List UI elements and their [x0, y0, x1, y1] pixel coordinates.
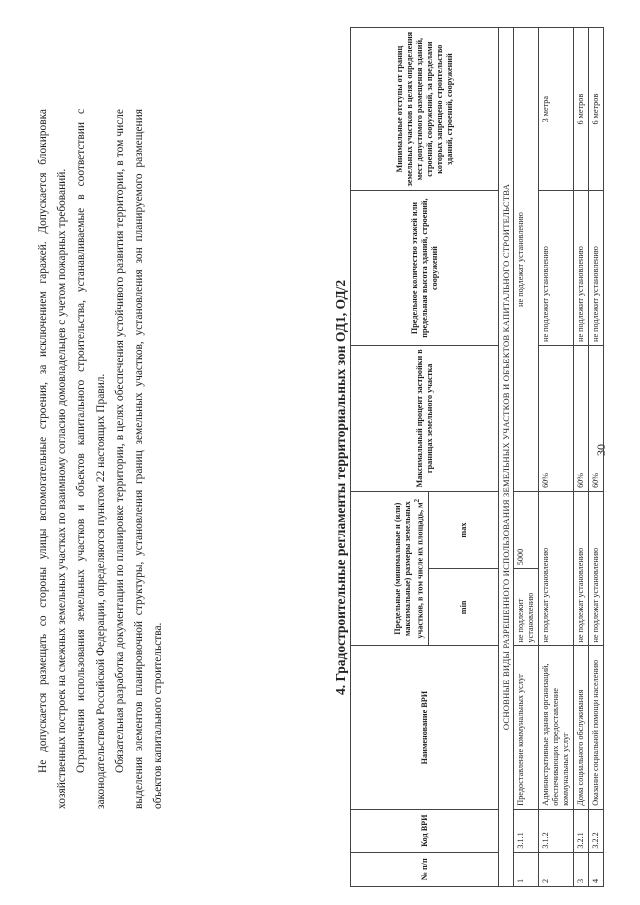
cell-code: 3.1.2 — [539, 809, 574, 852]
cell-percent: 60% — [589, 345, 604, 491]
cell-code: 3.1.1 — [514, 809, 539, 852]
cell-name: Административные здания организаций, обеспечивающих предоставление коммунальных услуг — [539, 646, 574, 809]
header-num: № п/п — [351, 852, 499, 886]
cell-area: не подлежат установлению — [539, 491, 574, 646]
cell-percent: 60% — [574, 345, 589, 491]
regulations-table — [350, 27, 604, 887]
cell-num: 3 — [574, 852, 589, 886]
page-number: 30 — [594, 444, 608, 456]
section-title: ОСНОВНЫЕ ВИДЫ РАЗРЕШЕННОГО ИСПОЛЬЗОВАНИЯ ЗЕМЕЛЬНЫХ УЧАСТКОВ И ОБЪЕКТОВ КАПИТАЛЬНОГО СТРОИТЕЛЬСТВА — [499, 28, 514, 887]
header-min: min — [429, 569, 499, 646]
paragraph: Не допускается размещать со стороны улицы вспомогательные строения, за исключением гаражей. Допускается блокировка хозяйственных построек на смежных земельных участках по взаимному согласию домовладельцев с учетом пожарных требований. — [37, 109, 69, 809]
header-area-text: Предельные (минимальные и (или) максимальные) размеры земельных участков, в том числе их площадь, м — [393, 501, 425, 639]
header-area — [351, 491, 429, 646]
header-area-sup: 2 — [414, 498, 422, 503]
header-percent: Максимальный процент застройки в границах земельного участка — [351, 345, 499, 491]
cell-min: не подлежит установлению — [514, 569, 539, 646]
cell-name: Предоставление коммунальных услуг — [514, 646, 539, 809]
header-code: Код ВРИ — [351, 809, 499, 852]
header-setback: Минимальные отступы от границ земельных участков в целях определения мест допустимого размещения зданий, строений, сооружений, за пределами которых запрещено строительство зданий, строений, сооружений — [351, 28, 499, 191]
cell-max: 5000 — [514, 491, 539, 568]
cell-num: 2 — [539, 852, 574, 886]
cell-setback: 6 метров — [589, 28, 604, 191]
table-row — [574, 28, 589, 887]
table-row — [514, 28, 539, 887]
cell-floors: не подлежит установлению — [589, 191, 604, 346]
cell-num: 1 — [514, 852, 539, 886]
cell-setback: 6 метров — [574, 28, 589, 191]
cell-area: не подлежат установлению — [589, 491, 604, 646]
cell-setback: 3 метра — [539, 28, 574, 191]
header-name: Наименование ВРИ — [351, 646, 499, 809]
header-max: max — [429, 491, 499, 568]
cell-floors: не подлежит установлению — [539, 191, 574, 346]
body-text — [34, 109, 168, 809]
table-row — [539, 28, 574, 887]
table-row — [589, 28, 604, 887]
paragraph: Ограничения использования земельных участков и объектов капитального строительства, устанавливаемые в соответствии с законодательством Российской Федерации, определяются пунктом 22 настоящих Правил. — [75, 109, 107, 809]
cell-num: 4 — [589, 852, 604, 886]
header-floors: Предельное количество этажей или предельная высота зданий, строений, сооружений — [351, 191, 499, 346]
section-heading: 4. Градостроительные регламенты территориальных зон ОД1, ОД/2 — [333, 279, 348, 695]
cell-floors: не подлежит установлению — [574, 191, 589, 346]
paragraph: Обязательная разработка документации по планировке территории, в целях обеспечения устойчивого развития территории, в том числе выделения элементов планировочной структуры, установления границ земельных участков, установления зон планируемого размещения объектов капитального строительства. — [113, 109, 165, 809]
cell-percent: 60% — [539, 345, 574, 491]
cell-name: Оказание социальной помощи населению — [589, 646, 604, 809]
cell-name: Дома социального обслуживания — [574, 646, 589, 809]
cell-code: 3.2.1 — [574, 809, 589, 852]
cell-code: 3.2.2 — [589, 809, 604, 852]
cell-merged: не подлежат установлению — [514, 28, 539, 492]
cell-area: не подлежат установлению — [574, 491, 589, 646]
